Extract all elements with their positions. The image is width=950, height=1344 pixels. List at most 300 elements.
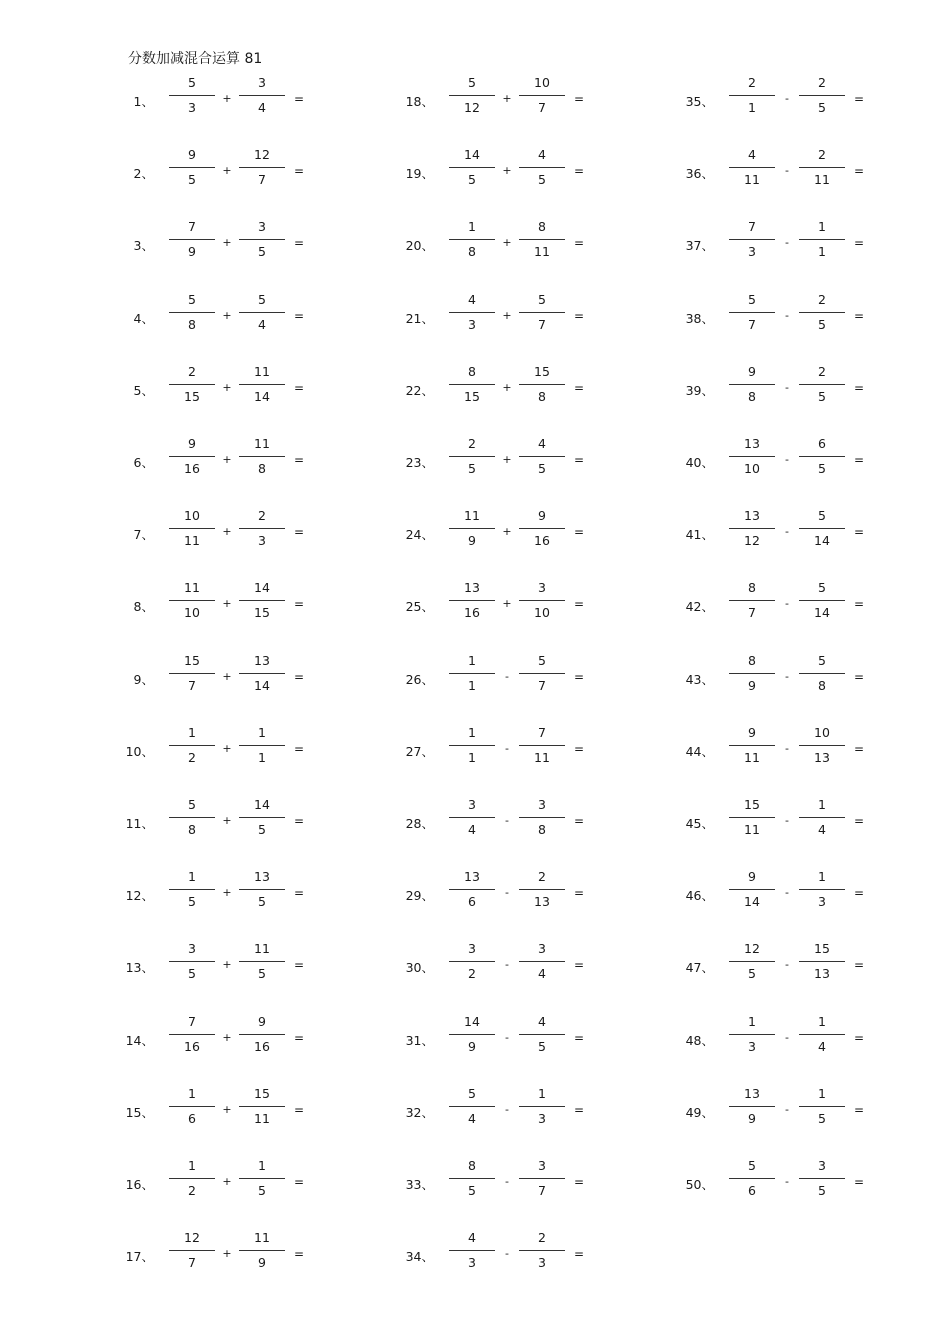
fraction-b [239,218,285,278]
operator: - [785,164,789,177]
denominator: 4 [818,822,826,837]
fraction-bar [239,673,285,674]
denominator: 11 [814,172,830,187]
fraction-bar [169,1106,215,1107]
fraction-bar [519,312,565,313]
fraction-a [449,218,495,278]
denominator: 3 [468,317,476,332]
problem-number: 17、 [125,1249,154,1264]
fraction-b [239,507,285,567]
numerator: 7 [188,219,196,234]
fraction-bar [449,673,495,674]
numerator: 1 [538,1086,546,1101]
fraction-b [239,652,285,712]
fraction-bar [729,167,775,168]
problem-number: 24、 [405,527,434,542]
equals-sign: = [854,958,865,972]
fraction-a [729,724,775,784]
fraction-a [169,1157,215,1217]
numerator: 5 [468,1086,476,1101]
equals-sign: = [854,670,865,684]
denominator: 14 [814,533,830,548]
problem-item [100,435,320,495]
denominator: 9 [748,678,756,693]
fraction-a [449,796,495,856]
fraction-bar [449,95,495,96]
equals-sign: = [854,381,865,395]
fraction-a [449,1085,495,1145]
problem-number: 34、 [405,1249,434,1264]
fraction-bar [169,817,215,818]
denominator: 16 [254,1039,270,1054]
problem-item [100,1157,320,1217]
numerator: 3 [538,1158,546,1173]
equals-sign: = [854,236,865,250]
denominator: 5 [818,389,826,404]
fraction-b [239,363,285,423]
fraction-bar [239,1178,285,1179]
equals-sign: = [854,1175,865,1189]
numerator: 4 [748,147,756,162]
denominator: 12 [464,100,480,115]
denominator: 5 [818,1111,826,1126]
denominator: 1 [468,678,476,693]
numerator: 10 [814,725,830,740]
fraction-bar [449,961,495,962]
problem-item [660,579,880,639]
operator: - [785,92,789,105]
equals-sign: = [294,886,305,900]
fraction-bar [519,167,565,168]
denominator: 2 [188,750,196,765]
operator: - [505,886,509,899]
denominator: 5 [538,1039,546,1054]
problem-number: 40、 [685,455,714,470]
fraction-a [169,796,215,856]
fraction-bar [239,600,285,601]
denominator: 14 [254,678,270,693]
problem-item [660,435,880,495]
numerator: 1 [818,869,826,884]
fraction-a [169,363,215,423]
numerator: 10 [534,75,550,90]
fraction-b [239,1013,285,1073]
fraction-a [169,507,215,567]
fraction-b [519,291,565,351]
fraction-bar [799,312,845,313]
operator: - [505,742,509,755]
fraction-a [169,1085,215,1145]
denominator: 8 [818,678,826,693]
fraction-bar [519,889,565,890]
numerator: 2 [538,1230,546,1245]
operator: - [785,597,789,610]
fraction-a [729,74,775,134]
denominator: 9 [468,533,476,548]
numerator: 2 [188,364,196,379]
equals-sign: = [574,958,585,972]
equals-sign: = [574,1031,585,1045]
equals-sign: = [574,742,585,756]
denominator: 4 [468,822,476,837]
fraction-b [799,724,845,784]
problem-item [660,363,880,423]
operator: - [785,236,789,249]
numerator: 9 [748,364,756,379]
numerator: 13 [744,508,760,523]
denominator: 3 [188,100,196,115]
denominator: 7 [188,1255,196,1270]
problem-item [100,74,320,134]
fraction-b [519,146,565,206]
operator: + [222,453,232,466]
problem-number: 45、 [685,816,714,831]
fraction-b [239,868,285,928]
numerator: 4 [468,292,476,307]
fraction-a [169,435,215,495]
numerator: 2 [468,436,476,451]
fraction-bar [519,95,565,96]
operator: + [222,597,232,610]
denominator: 4 [818,1039,826,1054]
numerator: 11 [254,364,270,379]
numerator: 14 [254,797,270,812]
problem-item [380,507,600,567]
numerator: 8 [468,1158,476,1173]
fraction-bar [239,961,285,962]
numerator: 7 [538,725,546,740]
problem-number: 42、 [685,599,714,614]
numerator: 2 [258,508,266,523]
denominator: 16 [184,1039,200,1054]
problem-item [380,435,600,495]
fraction-bar [449,312,495,313]
problem-item [380,218,600,278]
fraction-bar [729,817,775,818]
numerator: 13 [464,580,480,595]
denominator: 5 [538,172,546,187]
denominator: 7 [748,317,756,332]
denominator: 8 [468,244,476,259]
numerator: 1 [188,1158,196,1173]
problem-item [380,796,600,856]
problem-item [380,652,600,712]
denominator: 7 [188,678,196,693]
fraction-a [169,724,215,784]
problem-item [660,218,880,278]
numerator: 12 [744,941,760,956]
denominator: 3 [538,1255,546,1270]
denominator: 5 [538,461,546,476]
problem-number: 30、 [405,960,434,975]
fraction-bar [519,239,565,240]
numerator: 8 [748,580,756,595]
denominator: 16 [534,533,550,548]
fraction-bar [729,312,775,313]
problem-number: 39、 [685,383,714,398]
fraction-bar [239,528,285,529]
denominator: 8 [258,461,266,476]
operator: + [502,453,512,466]
fraction-bar [169,600,215,601]
fraction-bar [239,239,285,240]
equals-sign: = [854,814,865,828]
problem-item [100,507,320,567]
numerator: 1 [818,797,826,812]
problem-number: 19、 [405,166,434,181]
fraction-bar [799,95,845,96]
denominator: 6 [748,1183,756,1198]
problem-item [380,1157,600,1217]
problem-item [380,363,600,423]
fraction-bar [519,600,565,601]
denominator: 14 [744,894,760,909]
fraction-bar [519,456,565,457]
numerator: 5 [818,653,826,668]
denominator: 1 [258,750,266,765]
fraction-a [449,291,495,351]
problem-item [380,1013,600,1073]
numerator: 1 [468,725,476,740]
numerator: 5 [188,75,196,90]
numerator: 14 [254,580,270,595]
fraction-bar [519,1178,565,1179]
fraction-bar [239,384,285,385]
fraction-bar [729,889,775,890]
fraction-b [799,1157,845,1217]
fraction-a [729,363,775,423]
equals-sign: = [294,958,305,972]
numerator: 9 [748,725,756,740]
fraction-bar [169,312,215,313]
fraction-bar [239,1106,285,1107]
problem-number: 44、 [685,744,714,759]
numerator: 15 [254,1086,270,1101]
fraction-b [799,579,845,639]
fraction-bar [169,889,215,890]
fraction-b [519,796,565,856]
problem-item [100,1013,320,1073]
fraction-bar [519,673,565,674]
equals-sign: = [854,453,865,467]
operator: - [505,814,509,827]
fraction-bar [449,239,495,240]
fraction-b [799,291,845,351]
equals-sign: = [574,453,585,467]
problem-item [660,868,880,928]
denominator: 3 [748,244,756,259]
operator: - [505,958,509,971]
numerator: 4 [538,1014,546,1029]
denominator: 8 [538,822,546,837]
operator: - [785,453,789,466]
equals-sign: = [574,814,585,828]
fraction-bar [729,239,775,240]
numerator: 1 [188,869,196,884]
numerator: 8 [538,219,546,234]
fraction-bar [799,961,845,962]
numerator: 15 [184,653,200,668]
numerator: 9 [258,1014,266,1029]
fraction-bar [239,95,285,96]
problem-item [100,1229,320,1289]
problem-number: 20、 [405,238,434,253]
problem-number: 46、 [685,888,714,903]
fraction-bar [799,817,845,818]
fraction-b [519,1229,565,1289]
denominator: 11 [254,1111,270,1126]
equals-sign: = [294,670,305,684]
denominator: 1 [818,244,826,259]
fraction-b [519,1085,565,1145]
fraction-bar [169,1034,215,1035]
fraction-b [239,1085,285,1145]
numerator: 3 [818,1158,826,1173]
fraction-a [169,291,215,351]
fraction-b [519,435,565,495]
numerator: 3 [468,797,476,812]
fraction-a [169,1013,215,1073]
fraction-bar [169,384,215,385]
denominator: 11 [534,750,550,765]
numerator: 1 [818,219,826,234]
fraction-a [729,940,775,1000]
fraction-bar [449,889,495,890]
denominator: 5 [188,966,196,981]
numerator: 7 [748,219,756,234]
numerator: 5 [818,508,826,523]
denominator: 11 [534,244,550,259]
denominator: 7 [538,100,546,115]
fraction-a [169,1229,215,1289]
problem-item [380,146,600,206]
fraction-bar [449,1034,495,1035]
fraction-b [519,579,565,639]
problem-item [660,291,880,351]
numerator: 1 [188,1086,196,1101]
denominator: 10 [744,461,760,476]
numerator: 13 [254,653,270,668]
operator: - [785,742,789,755]
numerator: 1 [188,725,196,740]
denominator: 16 [464,605,480,620]
numerator: 4 [538,436,546,451]
numerator: 5 [188,797,196,812]
fraction-a [449,1157,495,1217]
fraction-a [729,435,775,495]
problem-item [660,940,880,1000]
fraction-bar [449,1178,495,1179]
equals-sign: = [854,597,865,611]
fraction-bar [449,528,495,529]
fraction-bar [239,1034,285,1035]
denominator: 13 [534,894,550,909]
operator: + [502,597,512,610]
operator: - [505,1175,509,1188]
operator: + [502,309,512,322]
numerator: 8 [468,364,476,379]
fraction-a [449,1229,495,1289]
denominator: 11 [744,750,760,765]
denominator: 1 [468,750,476,765]
fraction-a [169,579,215,639]
numerator: 8 [748,653,756,668]
equals-sign: = [294,525,305,539]
fraction-a [729,652,775,712]
numerator: 11 [254,941,270,956]
problem-number: 37、 [685,238,714,253]
fraction-b [799,435,845,495]
fraction-bar [169,95,215,96]
numerator: 9 [188,147,196,162]
numerator: 15 [814,941,830,956]
problem-item [660,507,880,567]
fraction-b [239,1157,285,1217]
fraction-b [239,291,285,351]
fraction-a [169,74,215,134]
denominator: 11 [744,822,760,837]
fraction-bar [799,528,845,529]
fraction-b [799,74,845,134]
denominator: 8 [188,822,196,837]
denominator: 3 [818,894,826,909]
numerator: 5 [188,292,196,307]
equals-sign: = [854,525,865,539]
problem-item [380,1085,600,1145]
problem-number: 32、 [405,1105,434,1120]
denominator: 15 [254,605,270,620]
problem-item [660,724,880,784]
problem-number: 31、 [405,1033,434,1048]
equals-sign: = [574,886,585,900]
operator: - [785,525,789,538]
equals-sign: = [294,381,305,395]
fraction-a [449,724,495,784]
problem-item [100,652,320,712]
numerator: 5 [748,1158,756,1173]
problem-item [380,868,600,928]
denominator: 3 [748,1039,756,1054]
denominator: 5 [818,461,826,476]
numerator: 1 [258,1158,266,1173]
fraction-a [729,796,775,856]
numerator: 15 [534,364,550,379]
fraction-a [449,435,495,495]
operator: + [222,742,232,755]
fraction-b [519,363,565,423]
denominator: 3 [258,533,266,548]
problem-number: 47、 [685,960,714,975]
problem-number: 21、 [405,311,434,326]
operator: - [505,1247,509,1260]
numerator: 11 [254,436,270,451]
operator: - [785,814,789,827]
problem-item [660,146,880,206]
equals-sign: = [294,1031,305,1045]
fraction-bar [799,456,845,457]
denominator: 11 [184,533,200,548]
denominator: 9 [748,1111,756,1126]
problem-item [660,1157,880,1217]
numerator: 1 [468,219,476,234]
fraction-a [729,868,775,928]
problem-item [660,1085,880,1145]
denominator: 1 [748,100,756,115]
equals-sign: = [294,597,305,611]
numerator: 2 [818,292,826,307]
fraction-bar [729,673,775,674]
fraction-bar [239,167,285,168]
